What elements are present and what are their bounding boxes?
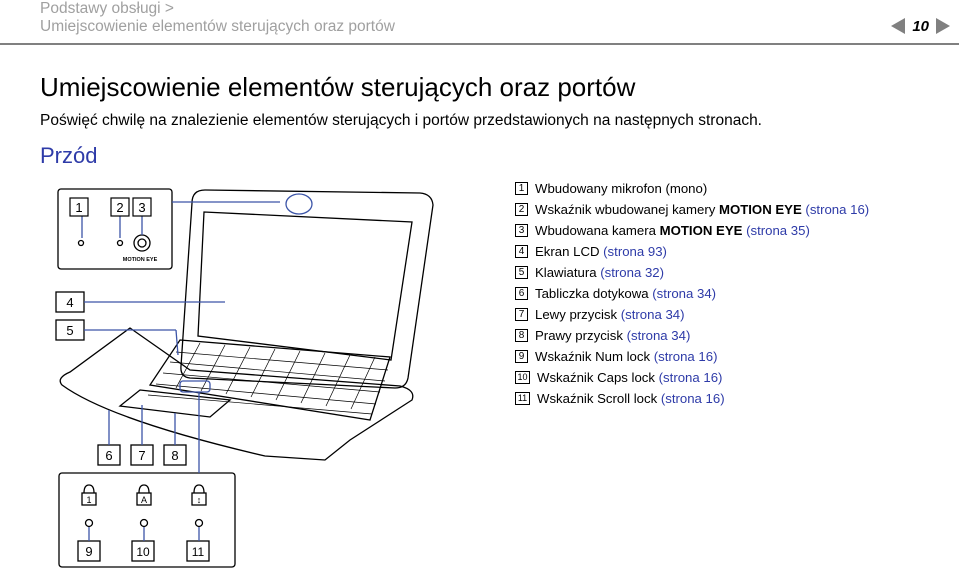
page-reference-link[interactable]: (strona 16) (650, 349, 718, 364)
scroll-lock-glyph: ↕ (196, 495, 202, 505)
callout-7: 7 (138, 448, 146, 463)
touchpad (120, 390, 230, 417)
callout-6: 6 (105, 448, 113, 463)
legend-item (515, 325, 869, 346)
page-reference-link[interactable]: (strona 16) (657, 391, 725, 406)
legend-number: 11 (515, 392, 530, 405)
legend-item (515, 262, 869, 283)
intro-text: Poświęć chwilę na znalezienie elementów sterujących i portów przedstawionych na następnych stronach. (40, 112, 762, 129)
page-reference-link[interactable]: (strona 34) (648, 286, 717, 301)
callout-3: 3 (138, 200, 146, 215)
legend-item (515, 220, 869, 241)
lcd-screen (198, 212, 412, 360)
legend-text: Wbudowana kamera (535, 223, 660, 238)
camera-label: MOTION EYE (122, 257, 158, 263)
page-reference-link[interactable]: (strona 93) (599, 244, 667, 259)
legend-text: Wbudowany mikrofon (mono) (535, 181, 708, 196)
legend-number: 7 (515, 308, 528, 321)
component-legend (515, 178, 869, 409)
legend-item (515, 199, 869, 220)
laptop-lid (181, 190, 433, 388)
legend-bold: MOTION EYE (659, 223, 743, 238)
callout-10: 10 (136, 545, 150, 559)
callout-9: 9 (85, 544, 93, 559)
legend-number: 5 (515, 266, 528, 279)
page-reference-link[interactable]: (strona 35) (742, 223, 810, 238)
legend-text: Wskaźnik Caps lock (537, 370, 655, 385)
callout-1: 1 (75, 200, 83, 215)
breadcrumb-parent[interactable]: Podstawy obsługi > (40, 0, 174, 17)
page-reference-link[interactable]: (strona 34) (617, 307, 685, 322)
callout-8: 8 (171, 448, 179, 463)
legend-item (515, 304, 869, 325)
legend-item (515, 367, 869, 388)
legend-number: 4 (515, 245, 528, 258)
page-reference-link[interactable]: (strona 32) (596, 265, 665, 280)
legend-item (515, 283, 869, 304)
legend-item (515, 346, 869, 367)
legend-text: Lewy przycisk (535, 307, 618, 322)
legend-text: Wskaźnik wbudowanej kamery (535, 202, 719, 217)
page-title: Umiejscowienie elementów sterujących oraz portów (40, 72, 636, 102)
callout-11: 11 (191, 545, 205, 559)
legend-item (515, 178, 869, 199)
keyboard-area (150, 340, 390, 420)
legend-number: 9 (515, 350, 528, 363)
legend-number: 2 (515, 203, 528, 216)
legend-number: 6 (515, 287, 528, 300)
legend-text: Klawiatura (535, 265, 597, 280)
callout-5: 5 (66, 323, 74, 338)
num-lock-glyph: 1 (86, 495, 92, 505)
callout-2: 2 (116, 200, 124, 215)
page-reference-link[interactable]: (strona 16) (655, 370, 723, 385)
legend-text: Wskaźnik Scroll lock (537, 391, 658, 406)
legend-text: Ekran LCD (535, 244, 600, 259)
page-reference-link[interactable]: (strona 16) (801, 202, 870, 217)
legend-number: 3 (515, 224, 528, 237)
legend-text: Wskaźnik Num lock (535, 349, 651, 364)
legend-number: 10 (515, 371, 530, 384)
section-heading: Przód (40, 143, 98, 168)
breadcrumb-current: Umiejscowienie elementów sterujących oraz portów (40, 18, 395, 35)
legend-item (515, 241, 869, 262)
legend-text: Prawy przycisk (535, 328, 623, 343)
legend-number: 8 (515, 329, 528, 342)
legend-bold: MOTION EYE (718, 202, 802, 217)
callout-4: 4 (66, 295, 74, 310)
legend-item (515, 388, 869, 409)
page-reference-link[interactable]: (strona 34) (622, 328, 691, 343)
leader-lines (82, 194, 312, 541)
legend-text: Tabliczka dotykowa (535, 286, 649, 301)
caps-lock-glyph: A (140, 495, 148, 505)
legend-number: 1 (515, 182, 528, 195)
laptop-base (60, 328, 413, 460)
page-number: 10 (912, 17, 929, 35)
